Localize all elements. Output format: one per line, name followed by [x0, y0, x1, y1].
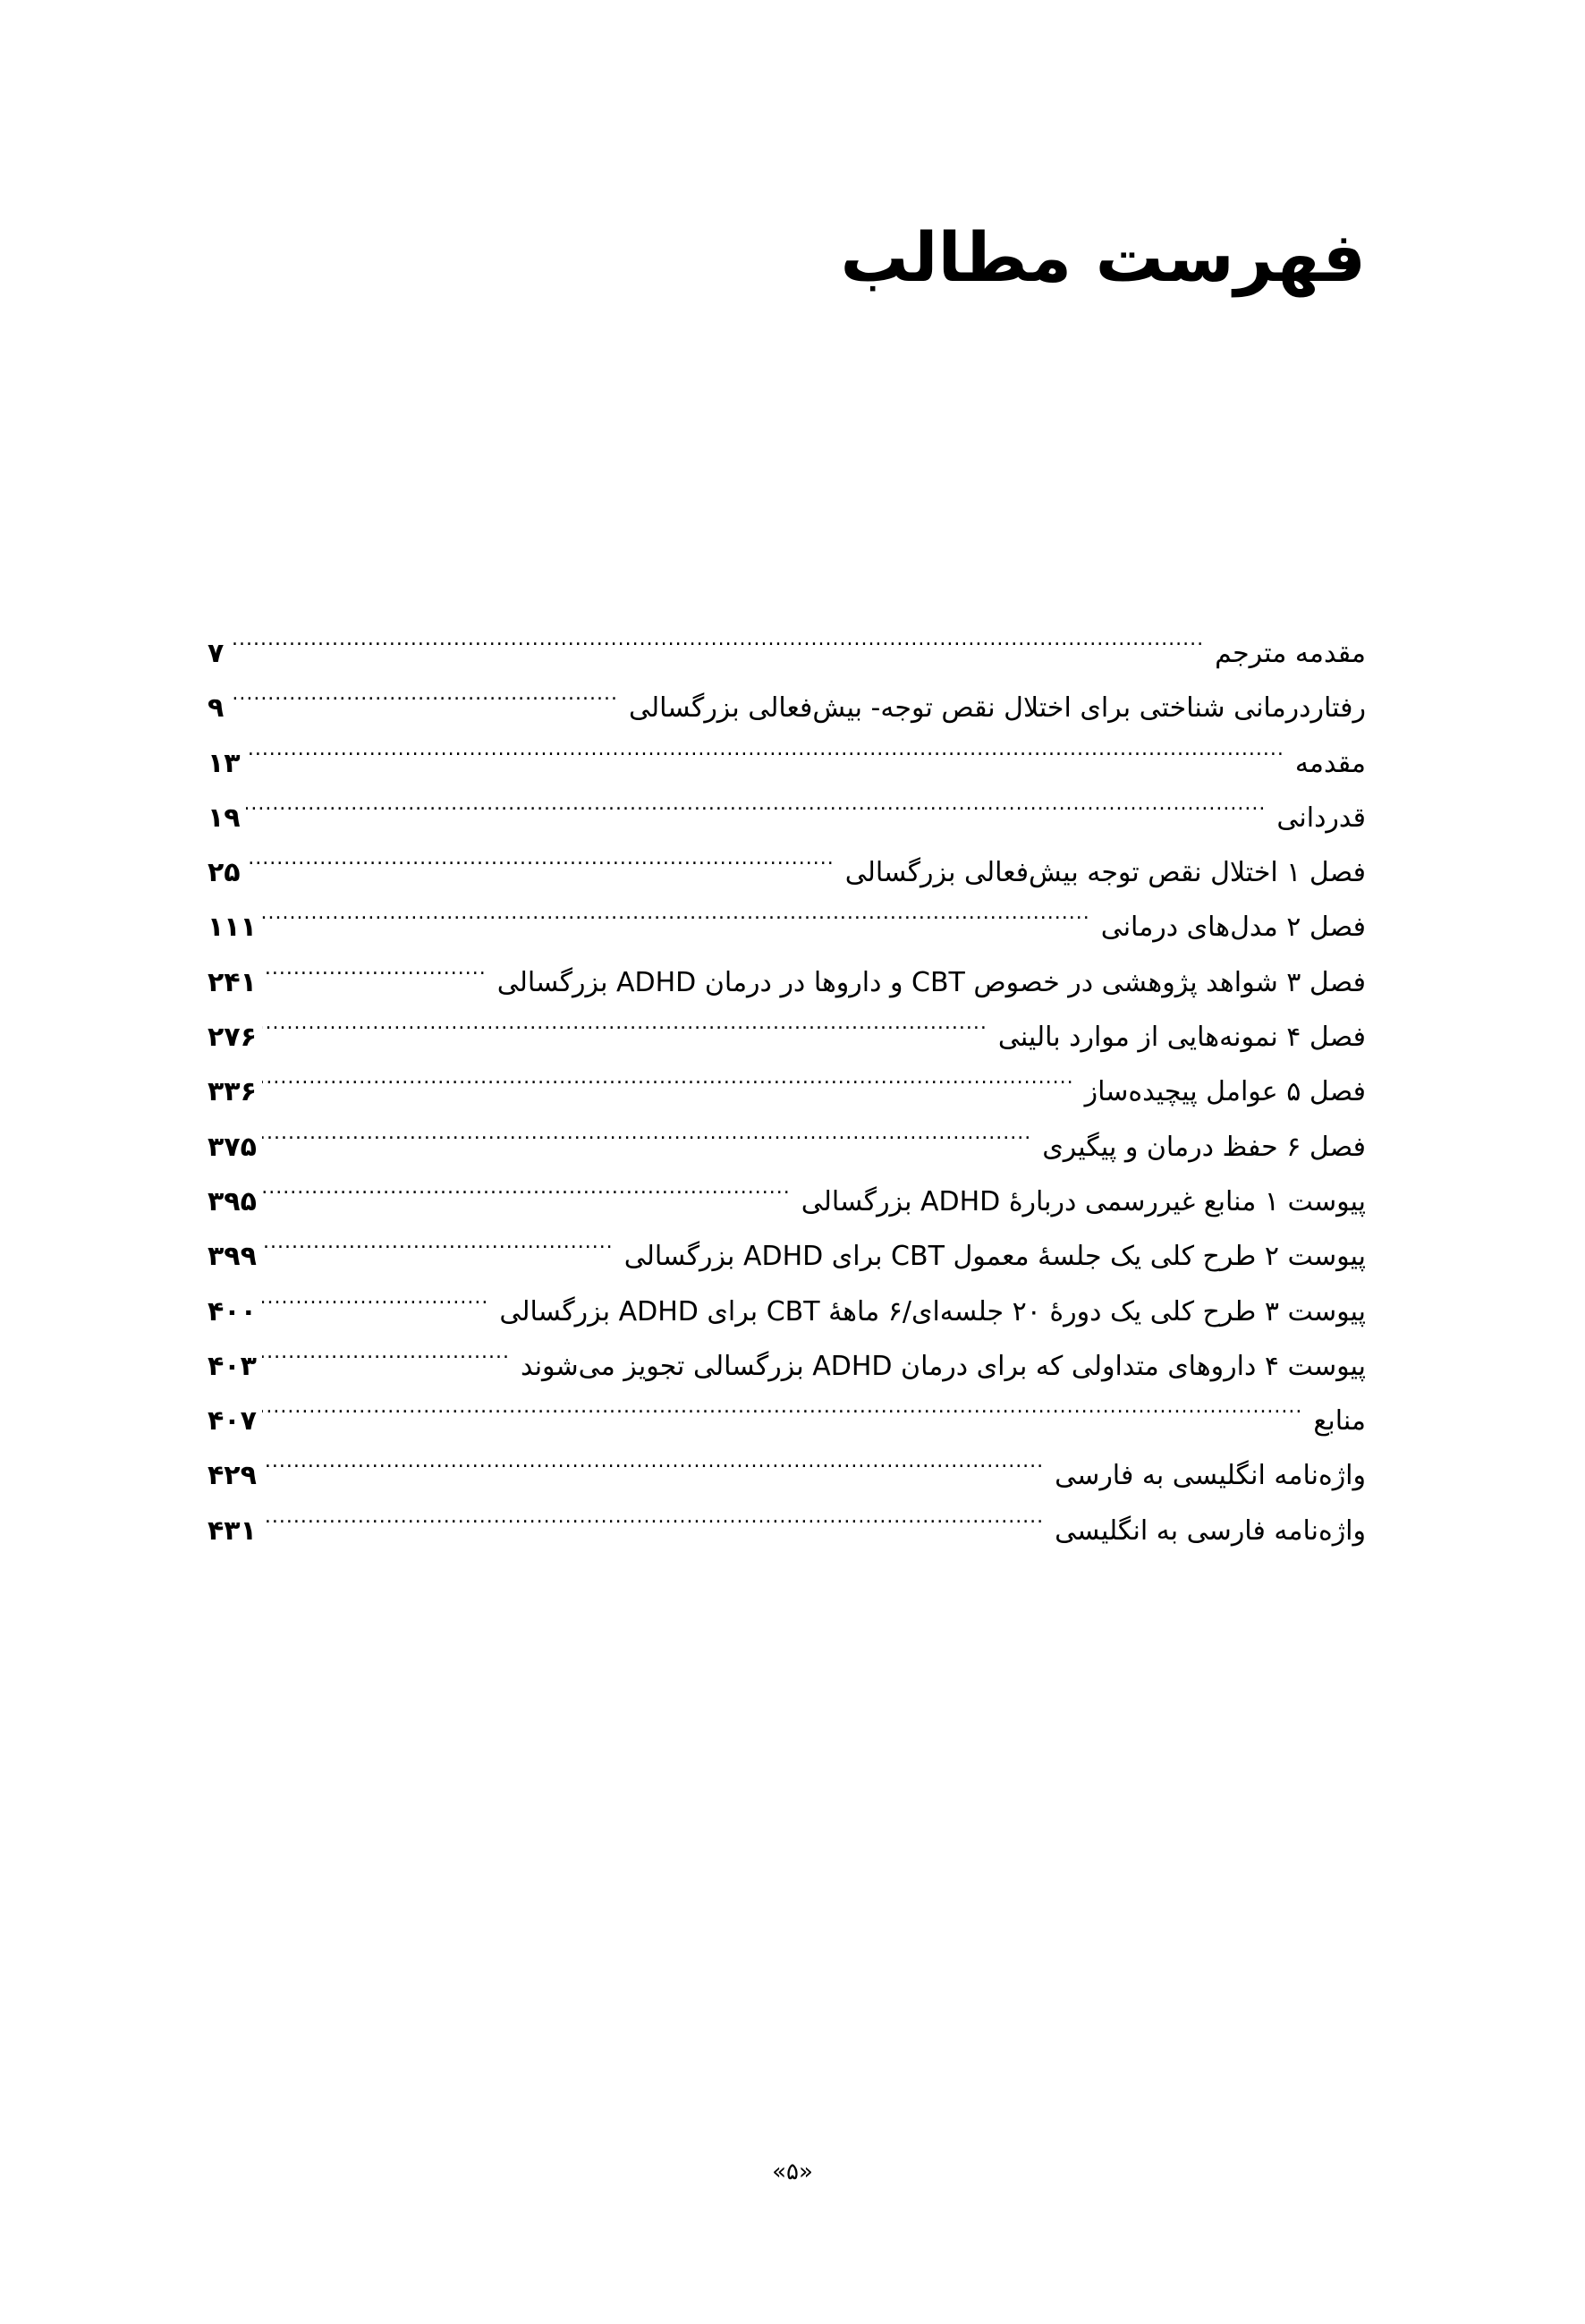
toc-entry-title: منابع — [1313, 1405, 1366, 1438]
toc-entry-title: رفتاردرمانی شناختی برای اختلال نقص توجه- بیش‌فعالی بزرگسالی — [628, 692, 1366, 725]
toc-entry-page: ۳۷۵ — [208, 1131, 257, 1163]
toc-entry-page: ۱۹ — [208, 802, 241, 834]
toc-dot-leader — [262, 1166, 791, 1210]
toc-entry-page: ۲۵ — [208, 857, 241, 889]
toc-entry[interactable] — [208, 1001, 1366, 1056]
toc-entry-page: ۱۱۱ — [208, 912, 257, 944]
toc-entry-title: فصل ۵ عوامل پیچیده‌ساز — [1084, 1076, 1366, 1108]
toc-entry-page: ۴۲۹ — [208, 1460, 257, 1492]
toc-dot-leader — [246, 782, 1267, 827]
toc-entry-title: پیوست ۱ منابع غیررسمی دربارۀ ADHD بزرگسالی — [801, 1185, 1366, 1217]
toc-dot-leader — [229, 672, 618, 717]
toc-dot-leader — [262, 1276, 488, 1320]
toc-entry[interactable] — [208, 891, 1366, 946]
toc-entry-title: پیوست ۲ طرح کلی یک جلسۀ معمول CBT برای ADHD بزرگسالی — [623, 1241, 1366, 1273]
toc-entry[interactable] — [208, 1439, 1366, 1494]
toc-entry-page: ۳۹۵ — [208, 1185, 257, 1217]
toc-dot-leader — [262, 1056, 1074, 1100]
page-number: «۵» — [772, 2159, 813, 2185]
toc-entry[interactable] — [208, 672, 1366, 726]
toc-entry-page: ۴۰۰ — [208, 1295, 257, 1327]
toc-entry[interactable] — [208, 1111, 1366, 1166]
toc-entry[interactable] — [208, 836, 1366, 891]
toc-entry-title: پیوست ۳ طرح کلی یک دورۀ ۲۰ جلسه‌ای/۶ ماهۀ CBT برای ADHD بزرگسالی — [499, 1295, 1366, 1327]
toc-entry[interactable] — [208, 946, 1366, 1001]
toc-entry[interactable] — [208, 1330, 1366, 1385]
toc-entry[interactable] — [208, 1056, 1366, 1110]
toc-entry[interactable] — [208, 727, 1366, 782]
toc-entry-page: ۷ — [208, 638, 225, 669]
toc-entry-title: فصل ۴ نمونه‌هایی از موارد بالینی — [997, 1022, 1366, 1054]
table-of-contents — [208, 617, 1366, 1549]
toc-dot-leader — [262, 1385, 1302, 1429]
toc-entry[interactable] — [208, 1495, 1366, 1549]
toc-dot-leader — [262, 1439, 1044, 1484]
toc-entry-title: فصل ۲ مدل‌های درمانی — [1100, 912, 1366, 944]
toc-dot-leader — [262, 1220, 614, 1265]
toc-entry[interactable] — [208, 1166, 1366, 1220]
toc-entry[interactable] — [208, 1276, 1366, 1330]
toc-entry-title: واژه‌نامه انگلیسی به فارسی — [1055, 1460, 1366, 1492]
toc-entry-title: قدردانی — [1276, 802, 1366, 834]
toc-entry-page: ۹ — [208, 692, 225, 725]
toc-dot-leader — [246, 836, 835, 881]
page-title: فهرست مطالب — [840, 217, 1366, 297]
toc-entry-title: فصل ۳ شواهد پژوهشی در خصوص CBT و داروها در درمان ADHD بزرگسالی — [496, 966, 1366, 998]
toc-dot-leader — [262, 1111, 1031, 1156]
toc-dot-leader — [246, 727, 1284, 772]
toc-entry-page: ۳۳۶ — [208, 1076, 257, 1108]
toc-entry[interactable] — [208, 1385, 1366, 1439]
toc-entry-title: واژه‌نامه فارسی به انگلیسی — [1055, 1514, 1366, 1547]
toc-entry[interactable] — [208, 1220, 1366, 1275]
toc-entry-page: ۲۷۶ — [208, 1022, 257, 1054]
toc-entry-page: ۴۰۳ — [208, 1350, 257, 1382]
toc-entry-title: فصل ۱ اختلال نقص توجه بیش‌فعالی بزرگسالی — [844, 857, 1366, 889]
toc-dot-leader — [262, 1330, 510, 1375]
toc-dot-leader — [262, 1495, 1044, 1539]
toc-entry-title: پیوست ۴ داروهای متداولی که برای درمان ADHD بزرگسالی تجویز می‌شوند — [520, 1350, 1366, 1382]
toc-entry[interactable] — [208, 782, 1366, 836]
toc-entry-page: ۳۹۹ — [208, 1241, 257, 1273]
toc-entry[interactable] — [208, 617, 1366, 672]
toc-entry-title: مقدمه مترجم — [1215, 638, 1366, 669]
toc-entry-title: فصل ۶ حفظ درمان و پیگیری — [1042, 1131, 1366, 1163]
toc-entry-page: ۲۴۱ — [208, 966, 257, 998]
toc-entry-page: ۴۳۱ — [208, 1514, 257, 1547]
toc-dot-leader — [262, 946, 487, 991]
toc-entry-page: ۴۰۷ — [208, 1405, 257, 1438]
toc-dot-leader — [229, 617, 1204, 662]
toc-dot-leader — [262, 891, 1090, 936]
toc-entry-title: مقدمه — [1294, 747, 1366, 779]
toc-dot-leader — [262, 1001, 987, 1046]
toc-entry-page: ۱۳ — [208, 747, 241, 779]
